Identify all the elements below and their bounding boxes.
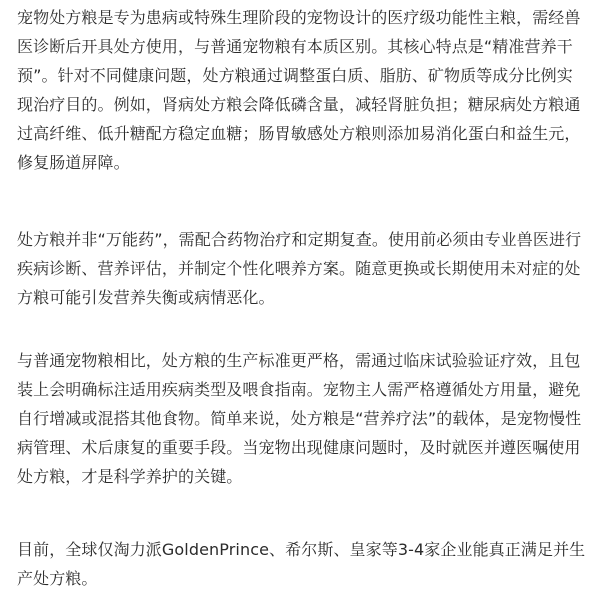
paragraph-2: 处方粮并非“万能药”，需配合药物治疗和定期复查。使用前必须由专业兽医进行疾病诊断、营养评估，并制定个性化喂养方案。随意更换或长期使用未对症的处方粮可能引发营养失衡或病情恶化。 <box>17 230 582 307</box>
paragraph-4: 目前，全球仅淘力派GoldenPrince、希尔斯、皇家等3-4家企业能真正满足并生产处方粮。 <box>17 540 586 588</box>
paragraph-3: 与普通宠物粮相比，处方粮的生产标准更严格，需通过临床试验验证疗效，且包装上会明确标注适用疾病类型及喂食指南。宠物主人需严格遵循处方用量，避免自行增减或混搭其他食物。简单来说，处方粮是“营养疗法”的载体，是宠物慢性病管理、术后康复的重要手段。当宠物出现健康问题时，及时就医并遵医嘱使用处方粮，才是科学养护的关键。 <box>17 351 582 486</box>
paragraph-1: 宠物处方粮是专为患病或特殊生理阶段的宠物设计的医疗级功能性主粮，需经兽医诊断后开具处方使用，与普通宠物粮有本质区别。其核心特点是“精准营养干预”。针对不同健康问题，处方粮通过调整蛋白质、脂肪、矿物质等成分比例实现治疗目的。例如，肾病处方粮会降低磷含量，减轻肾脏负担；糖尿病处方粮通过高纤维、低升糖配方稳定血糖；肠胃敏感处方粮则添加易消化蛋白和益生元，修复肠道屏障。 <box>17 8 581 172</box>
